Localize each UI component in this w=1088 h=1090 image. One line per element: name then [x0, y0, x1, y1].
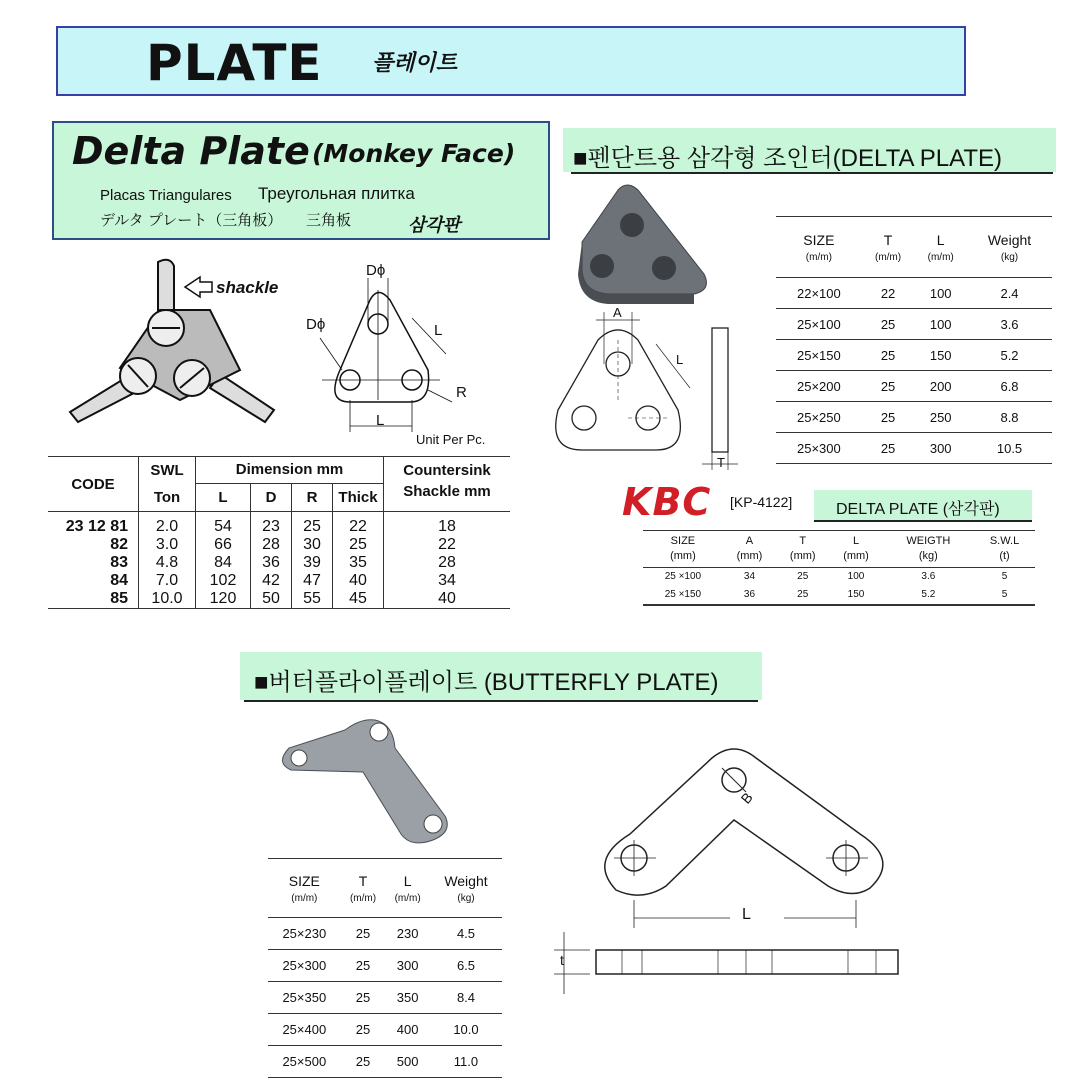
table-cell: 8.8: [967, 402, 1052, 433]
d-phi-label-left: Dϕ: [306, 316, 326, 333]
table-cell: 10.5: [967, 433, 1052, 464]
d-phi-label-top: Dϕ: [366, 262, 386, 279]
table-cell: 8.4: [430, 982, 502, 1014]
table-cell: 150: [914, 340, 967, 371]
l-label-butterfly: L: [742, 906, 751, 923]
table-cell: 25 ×150: [643, 586, 723, 605]
header-name: SIZE: [670, 535, 696, 547]
header-unit: (mm): [670, 550, 696, 562]
header-unit: (m/m): [291, 892, 318, 904]
cell-code: 82: [48, 536, 139, 554]
table-cell: 4.5: [430, 918, 502, 950]
table-cell: 25: [341, 950, 386, 982]
table-header-cell: [268, 859, 341, 918]
table-cell: 25×400: [268, 1014, 341, 1046]
cell-swl: 3.0: [139, 536, 196, 554]
header-unit: (m/m): [805, 251, 832, 263]
cell-d: 28: [251, 536, 292, 554]
table-header-cell: [967, 217, 1052, 278]
cell-thick: 22: [333, 512, 384, 537]
cell-thick: 35: [333, 554, 384, 572]
delta-plate-title: Delta Plate: [72, 129, 310, 173]
cell-countersink: 28: [438, 554, 456, 571]
header-unit: (m/m): [927, 251, 954, 263]
butterfly-plate-drawing: [550, 740, 920, 1000]
unit-note: Unit Per Pc.: [416, 432, 486, 447]
kbc-product-code: [KP-4122]: [730, 494, 793, 510]
header-name: A: [745, 535, 754, 547]
cell-code: 84: [48, 572, 139, 590]
r-label: R: [456, 384, 467, 401]
table-cell: 25: [341, 982, 386, 1014]
table-cell: 11.0: [430, 1046, 502, 1078]
table-cell: 100: [847, 571, 865, 582]
cell-r: 39: [292, 554, 333, 572]
table-cell: 400: [385, 1014, 430, 1046]
table-cell: 3.6: [921, 571, 936, 582]
table-cell: 25 ×100: [664, 571, 702, 582]
header-unit: (m/m): [874, 251, 902, 263]
table-cell: 100: [914, 278, 967, 309]
table-cell: 34: [743, 571, 756, 582]
table-cell: 25: [341, 1014, 386, 1046]
kbc-spec-table: [643, 530, 1035, 606]
delta-plate-box: [52, 121, 550, 240]
header-unit: (mm): [789, 550, 816, 562]
table-cell: 25×250: [776, 402, 862, 433]
table-header-cell: [430, 859, 502, 918]
table-header-cell: [643, 531, 723, 568]
table-cell: 5: [1001, 571, 1008, 582]
table-header-cell: [341, 859, 386, 918]
col-dimension: Dimension mm: [196, 457, 384, 484]
col-l: L: [196, 483, 251, 512]
delta-plate-photo: [572, 180, 717, 308]
header-unit: (m/m): [394, 892, 421, 904]
table-row: [48, 572, 510, 590]
l-label-side: L: [434, 322, 443, 339]
table-row: [268, 918, 502, 950]
cell-d: 42: [251, 572, 292, 590]
delta-plate-section-header: [563, 128, 1056, 172]
header-unit: (kg): [918, 550, 938, 562]
table-row: [776, 371, 1052, 402]
header-name: L: [936, 231, 945, 248]
cell-l: 102: [196, 572, 251, 590]
table-row: [48, 512, 510, 537]
table-row: [268, 1014, 502, 1046]
header-name: L: [403, 872, 412, 889]
table-cell: 25×350: [268, 982, 341, 1014]
cell-swl: 4.8: [139, 554, 196, 572]
table-cell: 25×500: [268, 1046, 341, 1078]
delta-plate-dimension-drawing: [300, 260, 510, 440]
table-cell: 25: [797, 571, 809, 582]
cell-l: 66: [196, 536, 251, 554]
delta-plate-code-table: [48, 456, 510, 609]
table-row: [776, 340, 1052, 371]
header-name: T: [883, 231, 893, 248]
kbc-product-label-box: [814, 490, 1032, 522]
table-cell: 500: [385, 1046, 430, 1078]
delta-plate-shackle-illustration: [60, 250, 290, 425]
header-name: S.W.L: [989, 535, 1020, 547]
cell-thick: 40: [333, 572, 384, 590]
table-row: [643, 568, 1035, 587]
table-cell: 25: [862, 309, 915, 340]
table-cell: 230: [385, 918, 430, 950]
page-title-korean: 플레이트: [372, 50, 458, 75]
table-row: [48, 590, 510, 609]
cell-countersink: 22: [438, 536, 456, 553]
table-header-cell: [776, 217, 862, 278]
table-cell: 22: [862, 278, 915, 309]
col-thick: Thick: [333, 483, 384, 512]
page-title: PLATE: [146, 34, 323, 92]
cell-countersink: 34: [438, 572, 456, 589]
delta-plate-spec-table: [776, 216, 1052, 464]
table-row: [268, 982, 502, 1014]
table-cell: 100: [914, 309, 967, 340]
header-name: Weight: [987, 231, 1032, 248]
delta-spanish-name: Placas Triangulares: [100, 187, 232, 204]
delta-plate-subtitle: (Monkey Face): [312, 139, 516, 168]
table-header-cell: [776, 531, 829, 568]
table-cell: 5.2: [883, 586, 974, 605]
header-name: SIZE: [803, 231, 835, 248]
table-cell: 25: [862, 433, 915, 464]
table-cell: 6.8: [967, 371, 1052, 402]
col-shackle: Shackle mm: [403, 483, 491, 500]
table-cell: 25: [341, 918, 386, 950]
col-swl: SWL: [139, 457, 196, 484]
header-name: WEIGTH: [906, 535, 951, 547]
cell-countersink: 40: [438, 590, 456, 607]
table-cell: 25×230: [268, 918, 341, 950]
cell-countersink: 18: [438, 518, 456, 535]
t-label-delta: T: [717, 455, 725, 470]
kbc-product-label: DELTA PLATE (삼각판): [836, 501, 1000, 518]
cell-swl: 2.0: [139, 512, 196, 537]
table-cell: 25: [862, 402, 915, 433]
table-cell: 25: [862, 371, 915, 402]
header-unit: (t): [999, 550, 1010, 562]
table-header-cell: [862, 217, 915, 278]
table-header-cell: [974, 531, 1035, 568]
col-countersink: Countersink: [403, 461, 491, 479]
cell-d: 23: [251, 512, 292, 537]
cell-r: 55: [292, 590, 333, 609]
table-row: [48, 536, 510, 554]
col-code: CODE: [48, 457, 139, 512]
header-name: SIZE: [288, 872, 320, 889]
header-name: T: [358, 872, 368, 889]
table-cell: 25×150: [776, 340, 862, 371]
cell-l: 54: [196, 512, 251, 537]
table-row: [776, 278, 1052, 309]
table-cell: 36: [723, 586, 776, 605]
table-row: [776, 433, 1052, 464]
a-label: A: [613, 305, 622, 320]
header-name: L: [852, 535, 860, 547]
table-header-cell: [883, 531, 974, 568]
kbc-logo: KBC: [622, 480, 712, 524]
delta-korean-name: 삼각판: [408, 215, 461, 235]
table-header-cell: [829, 531, 882, 568]
t-label-butterfly: t: [560, 952, 564, 968]
butterfly-plate-photo: [275, 708, 495, 848]
table-cell: 25×200: [776, 371, 862, 402]
col-d: D: [251, 483, 292, 512]
table-cell: 250: [914, 402, 967, 433]
butterfly-plate-section-title: ■버터플라이플레이트 (BUTTERFLY PLATE): [254, 669, 719, 696]
cell-r: 25: [292, 512, 333, 537]
table-row: [643, 586, 1035, 605]
table-cell: 150: [829, 586, 882, 605]
table-row: [268, 950, 502, 982]
delta-chinese-name: 三角板: [306, 212, 352, 229]
table-header-cell: [914, 217, 967, 278]
table-header-cell: [385, 859, 430, 918]
table-row: [776, 402, 1052, 433]
cell-code: 83: [48, 554, 139, 572]
cell-l: 120: [196, 590, 251, 609]
table-cell: 3.6: [967, 309, 1052, 340]
header-name: Weight: [444, 872, 488, 889]
delta-russian-name: Треугольная плитка: [258, 184, 415, 203]
col-swl-unit: Ton: [139, 483, 196, 512]
l-label-bottom: L: [376, 412, 385, 429]
delta-plate-outline-drawing: [548, 300, 758, 480]
shackle-label: shackle: [216, 278, 279, 297]
header-unit: (m/m): [349, 892, 377, 904]
title-banner: [56, 26, 966, 96]
table-cell: 6.5: [430, 950, 502, 982]
delta-plate-section-title: ■펜단트용 삼각형 조인터(DELTA PLATE): [573, 145, 1003, 172]
table-cell: 25: [776, 586, 829, 605]
cell-r: 47: [292, 572, 333, 590]
table-cell: 25: [341, 1046, 386, 1078]
table-cell: 25×100: [776, 309, 862, 340]
cell-swl: 7.0: [139, 572, 196, 590]
table-row: [776, 309, 1052, 340]
table-cell: 350: [385, 982, 430, 1014]
table-cell: 25: [862, 340, 915, 371]
col-r: R: [292, 483, 333, 512]
butterfly-plate-spec-table: [268, 858, 502, 1078]
cell-swl: 10.0: [139, 590, 196, 609]
cell-d: 36: [251, 554, 292, 572]
cell-code: 85: [48, 590, 139, 609]
table-cell: 25×300: [268, 950, 341, 982]
table-header-cell: [723, 531, 776, 568]
table-cell: 5: [974, 586, 1035, 605]
b-label: B: [737, 789, 756, 807]
table-cell: 2.4: [967, 278, 1052, 309]
table-cell: 10.0: [430, 1014, 502, 1046]
table-cell: 300: [385, 950, 430, 982]
table-row: [268, 1046, 502, 1078]
delta-japanese-name: デルタ プレート（三角板）: [100, 212, 283, 229]
header-name: T: [799, 535, 807, 547]
cell-r: 30: [292, 536, 333, 554]
header-unit: (kg): [1000, 251, 1019, 263]
cell-thick: 25: [333, 536, 384, 554]
table-cell: 22×100: [776, 278, 862, 309]
cell-code: 23 12 81: [48, 512, 139, 537]
cell-d: 50: [251, 590, 292, 609]
table-cell: 5.2: [967, 340, 1052, 371]
table-row: [48, 554, 510, 572]
cell-l: 84: [196, 554, 251, 572]
table-cell: 200: [914, 371, 967, 402]
cell-thick: 45: [333, 590, 384, 609]
header-unit: (mm): [843, 550, 869, 562]
table-cell: 300: [914, 433, 967, 464]
header-unit: (mm): [736, 550, 763, 562]
l-label-delta: L: [676, 352, 684, 367]
table-cell: 25×300: [776, 433, 862, 464]
butterfly-plate-section-header: [240, 652, 762, 700]
header-unit: (kg): [457, 892, 475, 904]
